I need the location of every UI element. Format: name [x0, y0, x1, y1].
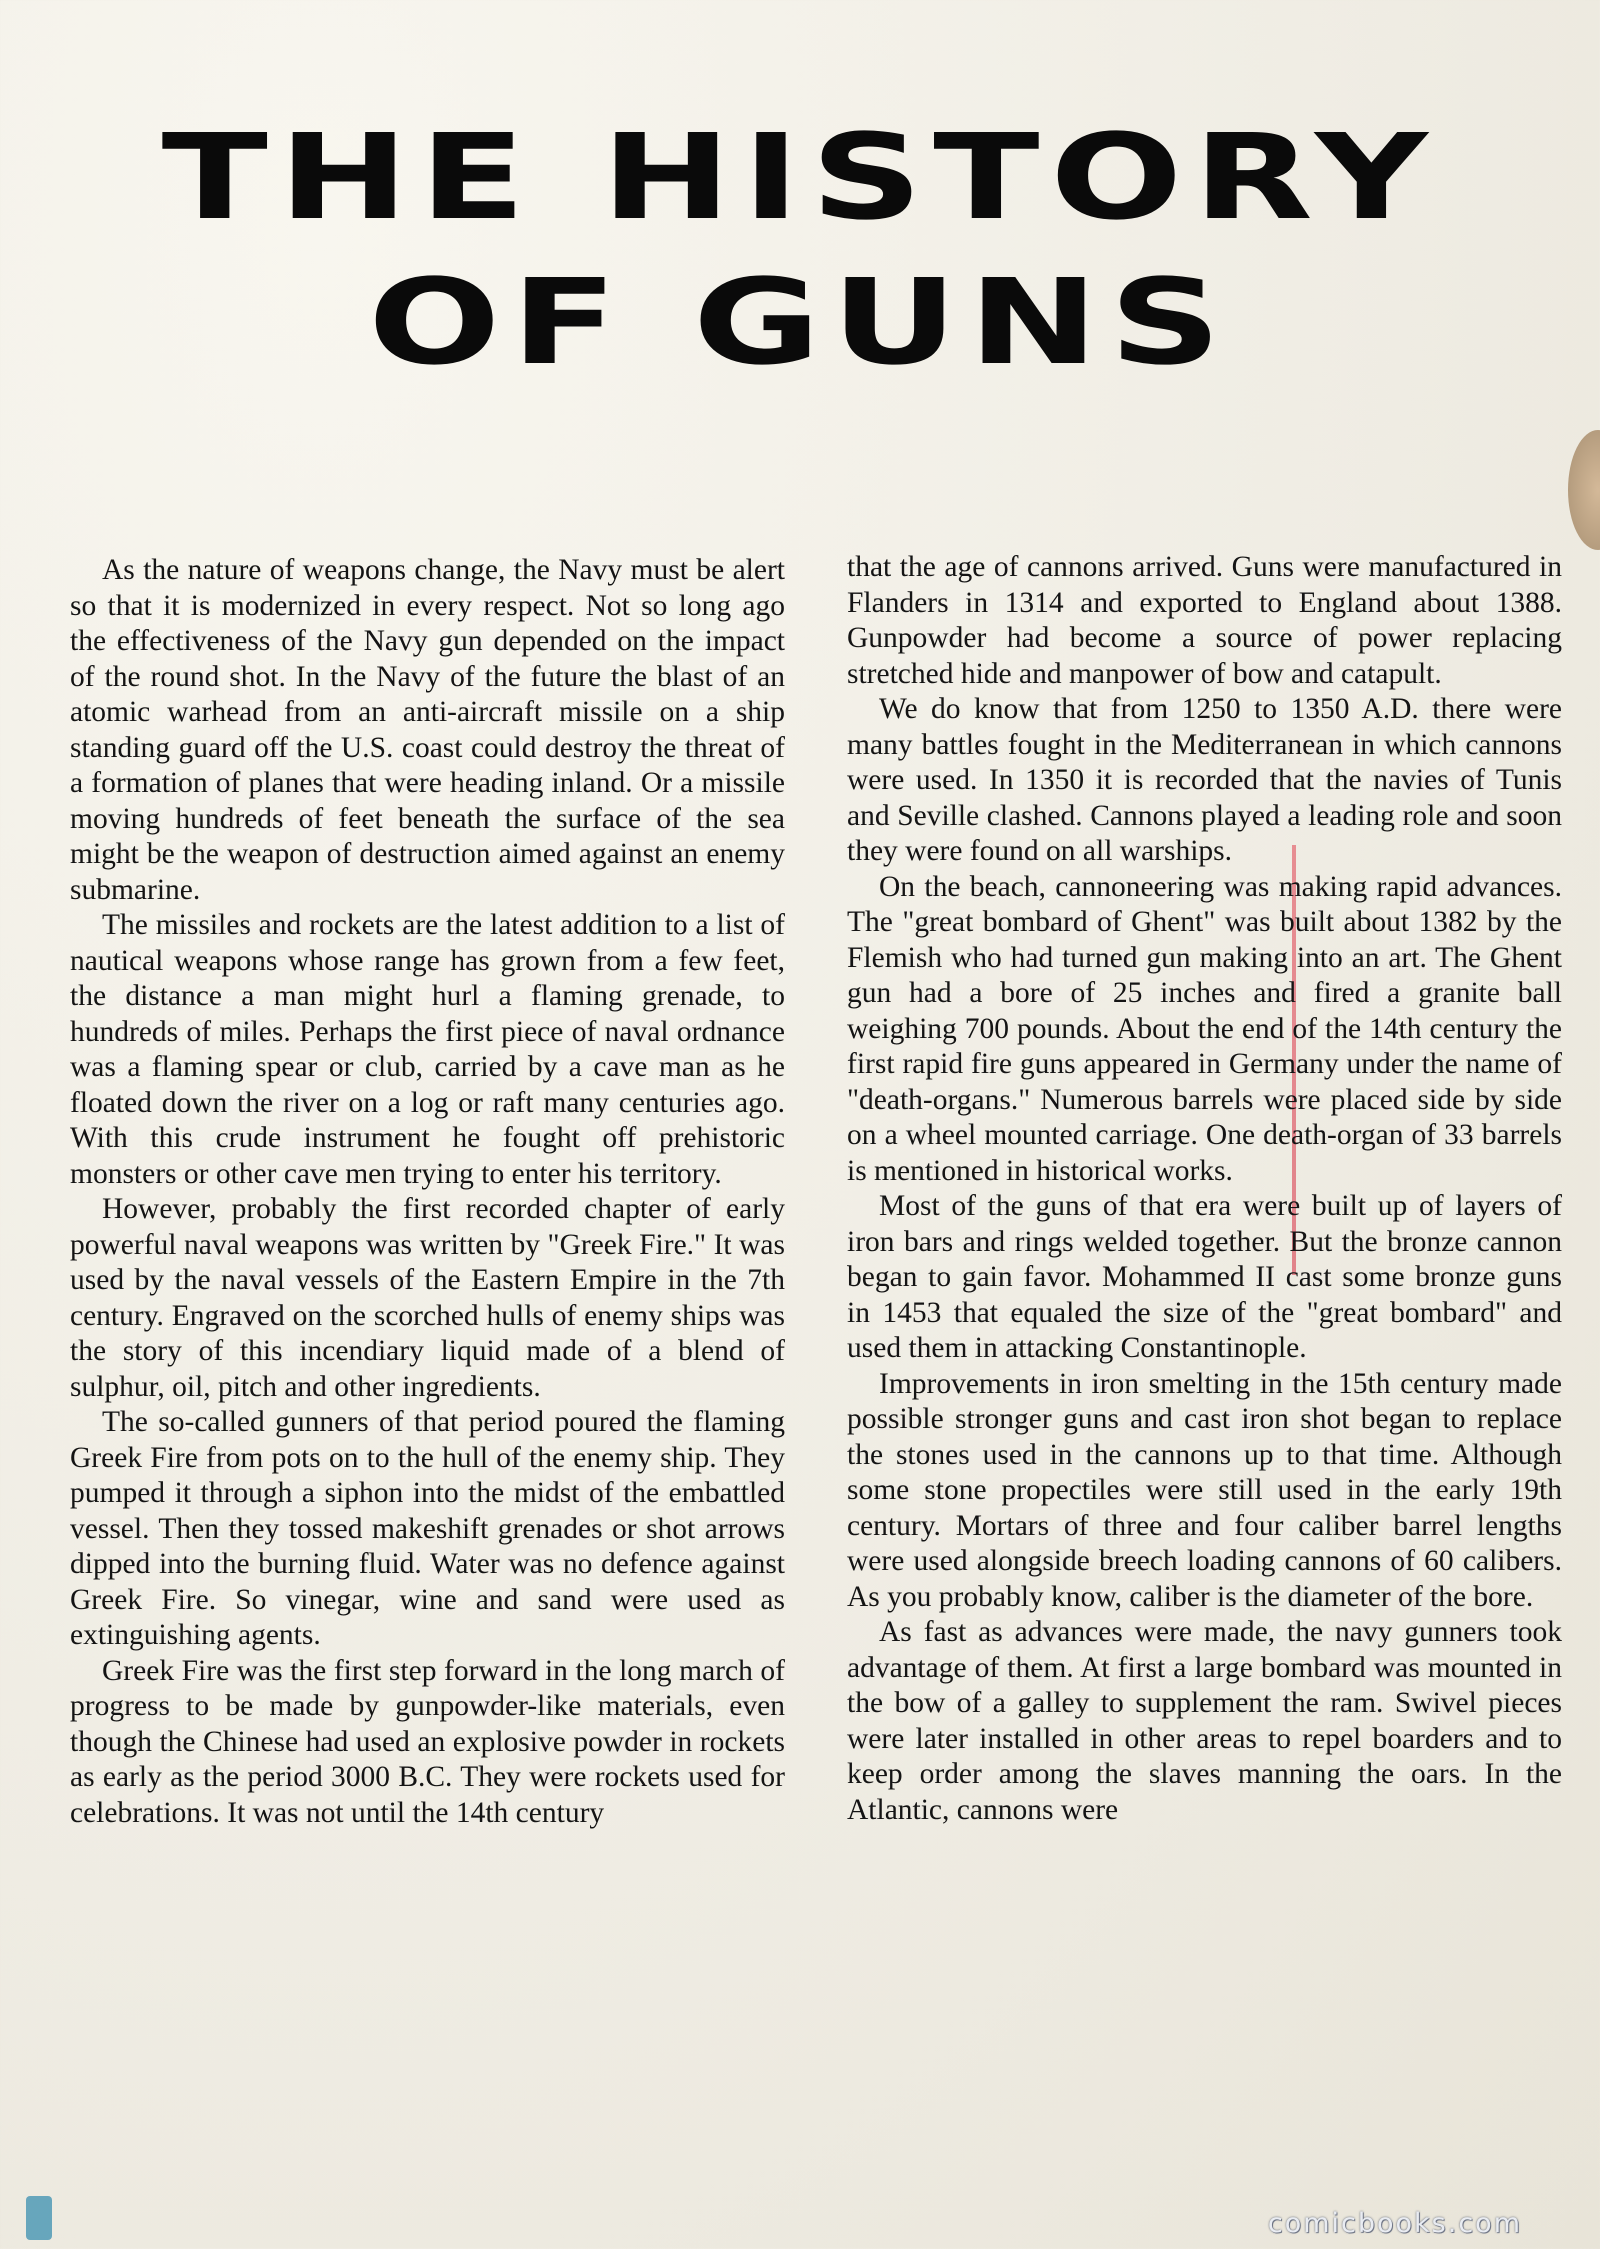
- article-title: [0, 105, 1600, 395]
- paragraph: that the age of cannons arrived. Guns were manufactured in Flanders in 1314 and exported to England about 1388. Gunpowder had become a source of power replacing stretched hide and manpower of bow and catapult.: [847, 551, 1562, 690]
- title-line-2: OF GUNS: [368, 253, 1232, 391]
- stain-mark: [1568, 430, 1600, 550]
- paragraph: Most of the guns of that era were built up of layers of iron bars and rings welded together. But the bronze cannon began to gain favor. Mohammed II cast some bronze guns in 1453 that equaled the size of the "great bombard" and used them in attacking Constantinople.: [847, 1190, 1562, 1364]
- edge-color-mark: [26, 2196, 52, 2240]
- title-line-1: THE HISTORY: [161, 108, 1439, 246]
- right-column: [847, 550, 1562, 2125]
- paragraph: Greek Fire was the first step forward in the long march of progress to be made by gunpowder-like materials, even though the Chinese had used an explosive powder in rockets as early as the period 3000 B.C. They were rockets used for celebrations. It was not until the 14th century: [70, 1654, 785, 1829]
- paragraph: On the beach, cannoneering was making rapid advances. The "great bombard of Ghent" was built about 1382 by the Flemish who had turned gun making into an art. The Ghent gun had a bore of 25 inches and fired a granite ball weighing 700 pounds. About the end of the 14th century the first rapid fire guns appeared in Germany under the name of "death-organs." Numerous barrels were placed side by side on a wheel mounted carriage. One death-organ of 33 barrels is mentioned in historical works.: [847, 870, 1562, 1187]
- paragraph: As the nature of weapons change, the Navy must be alert so that it is modernized in every respect. Not so long ago the effectiveness of the Navy gun depended on the impact of the round shot. In the Navy of the future the blast of an atomic warhead from an anti-aircraft missile on a ship standing guard off the U.S. coast could destroy the threat of a formation of planes that were heading inland. Or a missile moving hundreds of feet beneath the surface of the sea might be the weapon of destruction aimed against an enemy submarine.: [70, 554, 785, 906]
- paragraph: The missiles and rockets are the latest addition to a list of nautical weapons whose range has grown from a few feet, the distance a man might hurl a flaming grenade, to hundreds of miles. Perhaps the first piece of naval ordnance was a flaming spear or club, carried by a cave man as he floated down the river on a log or raft many centuries ago. With this crude instrument he fought off prehistoric monsters or other cave men trying to enter his territory.: [70, 909, 785, 1190]
- paragraph: We do know that from 1250 to 1350 A.D. there were many battles fought in the Mediterranean in which cannons were used. In 1350 it is recorded that the navies of Tunis and Seville clashed. Cannons played a leading role and soon they were found on all warships.: [847, 693, 1562, 867]
- left-column: [70, 553, 785, 2128]
- paragraph: Improvements in iron smelting in the 15th century made possible stronger guns and cast iron shot began to replace the stones used in the cannons up to that time. Although some stone propectiles were still used in the early 19th century. Mortars of three and four caliber barrel lengths were used alongside breech loading cannons of 60 calibers. As you probably know, caliber is the diameter of the bore.: [847, 1367, 1562, 1613]
- paragraph: However, probably the first recorded chapter of early powerful naval weapons was written by "Greek Fire." It was used by the naval vessels of the Eastern Empire in the 7th century. Engraved on the scorched hulls of enemy ships was the story of this incendiary liquid made of a blend of sulphur, oil, pitch and other ingredients.: [70, 1193, 785, 1403]
- paragraph: As fast as advances were made, the navy gunners took advantage of them. At first a large bombard was mounted in the bow of a galley to supplement the ram. Swivel pieces were later installed in other areas to repel boarders and to keep order among the slaves manning the oars. In the Atlantic, cannons were: [847, 1616, 1562, 1826]
- watermark: comicbooks.com: [1267, 2208, 1522, 2239]
- paragraph: The so-called gunners of that period poured the flaming Greek Fire from pots on to the hull of the enemy ship. They pumped it through a siphon into the midst of the embattled vessel. Then they tossed makeshift grenades or shot arrows dipped into the burning fluid. Water was no defence against Greek Fire. So vinegar, wine and sand were used as extinguishing agents.: [70, 1406, 785, 1651]
